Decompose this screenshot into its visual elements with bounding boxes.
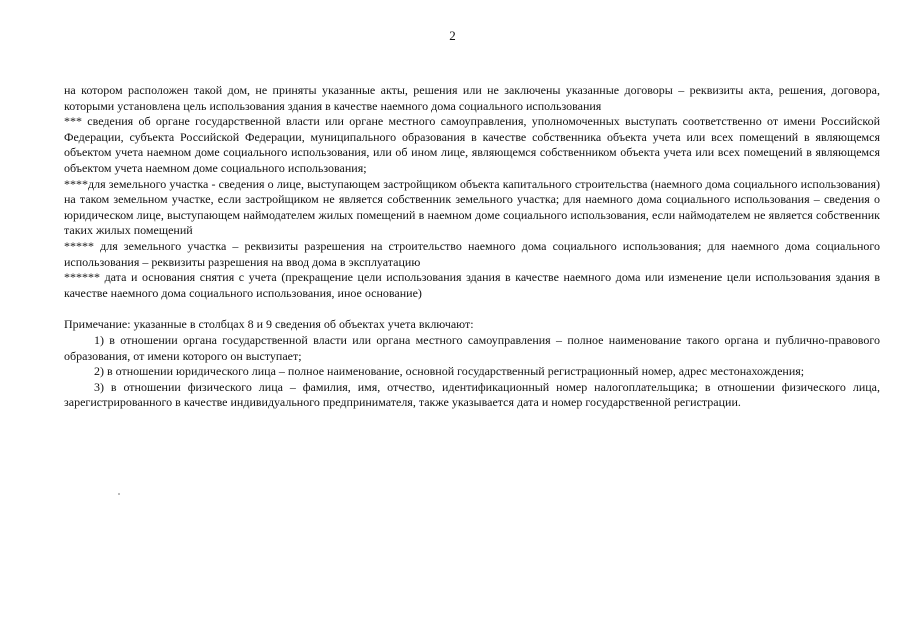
note-item-1: 1) в отношении органа государственной власти или органа местного самоуправления – полное наименование такого органа и публично-правового образования, от имени которого он выступает;: [64, 332, 880, 363]
footnote-continuation: на котором расположен такой дом, не приняты указанные акты, решения или не заключены указанные договоры – реквизиты акта, решения, договора, которыми установлена цель использования здания в качестве наемного дома социального использования: [64, 83, 880, 113]
document-body: [64, 83, 880, 411]
scan-artifact-dot: [118, 493, 120, 495]
footnote-4: ****для земельного участка - сведения о лице, выступающем застройщиком объекта капитального строительства (наемного дома социального использования) на таком земельном участке, если застройщиком не является собственник земельного участка; для наемного дома социального использования – сведения о юридическом лице, выступающем наймодателем жилых помещений в наемном доме социального использования, если наймодателем не является собственник таких жилых помещений: [64, 176, 880, 238]
note-heading: Примечание: указанные в столбцах 8 и 9 сведения об объектах учета включают:: [64, 317, 474, 332]
footnote-3: *** сведения об органе государственной власти или органе местного самоуправления, уполномоченных выступать соответственно от имени Российской Федерации, субъекта Российской Федерации, муниципального образования в качестве собственника объекта учета или всех помещений в являющемся объектом учета наемном доме социального использования, или об ином лице, являющемся собственником объекта учета или всех помещений в являющемся объектом учета наемном доме социального использования;: [64, 114, 880, 175]
footnote-6: ****** дата и основания снятия с учета (прекращение цели использования здания в качестве наемного дома или изменение цели использования здания в качестве наемного дома социального использования, иное основание): [64, 270, 880, 300]
note-item-3: 3) в отношении физического лица – фамилия, имя, отчество, идентификационный номер налогоплательщика; в отношении физического лица, зарегистрированного в качестве индивидуального предпринимателя, также указывается дата и номер государственной регистрации.: [64, 379, 880, 410]
footnote-5: ***** для земельного участка – реквизиты разрешения на строительство наемного дома социального использования; для наемного дома социального использования – реквизиты разрешения на ввод дома в эксплуатацию: [64, 238, 880, 269]
page-number: 2: [449, 28, 456, 43]
note-item-2: 2) в отношении юридического лица – полное наименование, основной государственный регистрационный номер, адрес местонахождения;: [94, 364, 805, 379]
note-section: [64, 317, 880, 411]
